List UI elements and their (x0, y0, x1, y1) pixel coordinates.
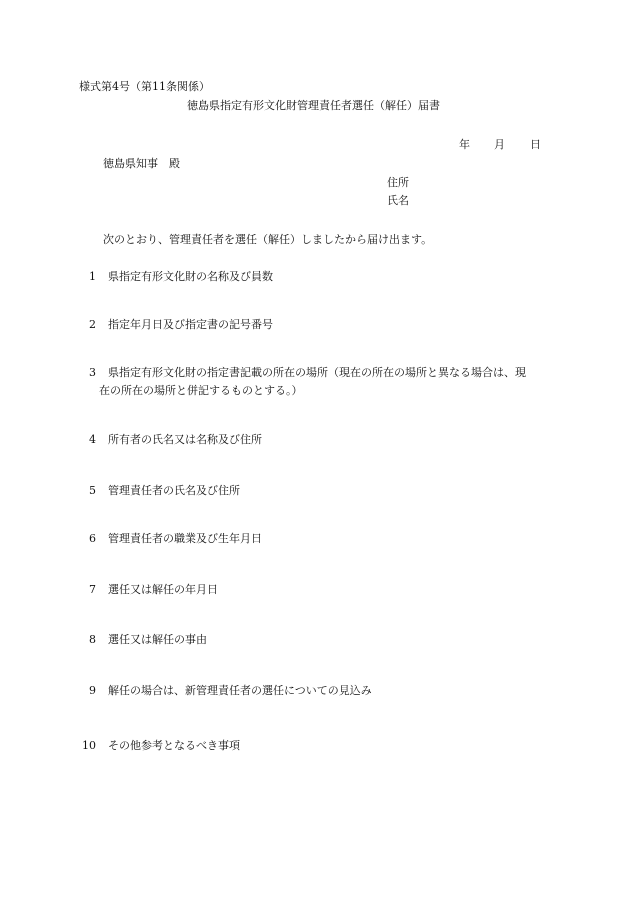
intro-text: 次のとおり、管理責任者を選任（解任）しましたから届け出ます。 (103, 233, 433, 246)
item-number: 3 (89, 366, 96, 379)
item-text: その他参考となるべき事項 (108, 739, 240, 752)
item-number: 10 (82, 739, 96, 752)
item-text: 県指定有形文化財の指定書記載の所在の場所（現在の所在の場所と異なる場合は、現 (108, 366, 526, 379)
item-number: 7 (89, 583, 96, 596)
item-text: 指定年月日及び指定書の記号番号 (108, 318, 273, 331)
date-year-label: 年 (459, 138, 470, 151)
item-text: 解任の場合は、新管理責任者の選任についての見込み (108, 684, 372, 697)
item-number: 5 (89, 484, 96, 497)
item-text: 管理責任者の職業及び生年月日 (108, 532, 262, 545)
item-text: 県指定有形文化財の名称及び員数 (108, 270, 273, 283)
item-number: 1 (89, 270, 96, 283)
item-number: 9 (89, 684, 96, 697)
address-label: 住所 (387, 176, 409, 189)
item-text: 選任又は解任の事由 (108, 633, 207, 646)
form-number: 様式第4号（第11条関係） (79, 80, 210, 93)
item-number: 8 (89, 633, 96, 646)
item-text-continuation: 在の所在の場所と併記するものとする。） (99, 384, 303, 397)
document-title: 徳島県指定有形文化財管理責任者選任（解任）届書 (187, 99, 440, 112)
item-number: 4 (89, 433, 96, 446)
name-label: 氏名 (387, 194, 409, 207)
item-text: 選任又は解任の年月日 (108, 583, 218, 596)
addressee: 徳島県知事 殿 (103, 157, 180, 170)
date-month-label: 月 (494, 138, 505, 151)
item-number: 2 (89, 318, 96, 331)
item-number: 6 (89, 532, 96, 545)
item-text: 管理責任者の氏名及び住所 (108, 484, 240, 497)
item-text: 所有者の氏名又は名称及び住所 (108, 433, 262, 446)
date-day-label: 日 (530, 138, 541, 151)
